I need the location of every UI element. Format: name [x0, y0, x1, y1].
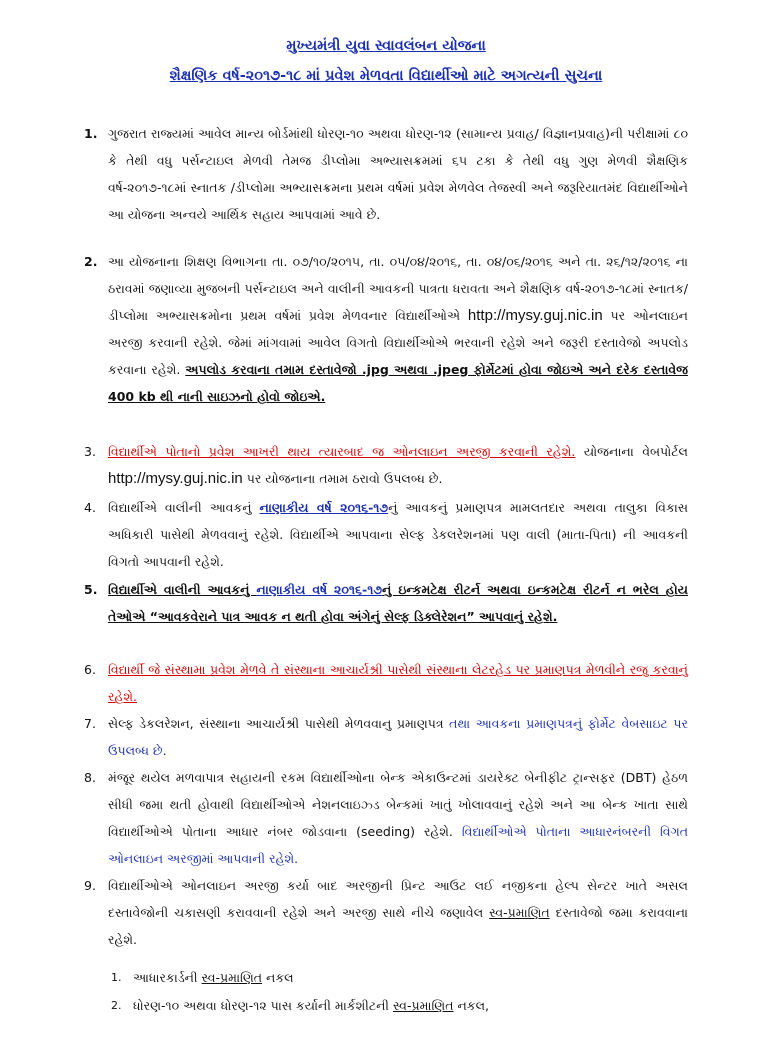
item-text: દસ્તાવેજો જમા કરાવવાના રહેશે. [108, 905, 688, 947]
list-item-8 [84, 764, 689, 872]
important-note: વિદ્યાર્થીએ પોતાનો પ્રવેશ આખરી થાય ત્યારબાદ જ ઓનલાઇન અરજી કરવાની રહેશે. [108, 444, 576, 459]
list-item-1 [84, 120, 688, 228]
item-text: નું આવકનું પ્રમાણપત્ર મામલતદાર અથવા તાલુકા વિકાસ અધિકારી પાસેથી મેળવવાનું રહેશે. વિદ્યાર્થીએ આપવાના સેલ્ફ ડેકલરેશનમાં પણ વાલી (માતા-પિતા) ની આવકની વિગતો આપવાની રહેશે. [108, 500, 688, 569]
item-text: વિદ્યાર્થીઓએ ઓનલાઇન અરજી કર્યા બાદ અરજીની પ્રિન્ટ આઉટ લઈ નજીકના હેલ્પ સેન્ટર ખાતે અસલ દસ્તાવેજોની ચકાસણી કરાવવાની રહેશે અને અરજી સાથે નીચે જણાવેલ [108, 878, 688, 920]
item-text: પર યોજનાના તમામ ઠરાવો ઉપલબ્ધ છે. [242, 471, 443, 486]
item-text: આ યોજનાના શિક્ષણ વિભાગના તા. ૦૭/૧૦/૨૦૧૫, તા. ૦૫/૦૪/૨૦૧૬, તા. ૦૪/૦૬/૨૦૧૬ અને તા. ૨૬/૧૨/૨૦૧૬ ના ઠરાવમાં જણાવ્યા મુજબની પર્સન્ટાઇલ અને વાલીની આવકની પાત્રતા ધરાવતા અને શૈક્ષણિક વર્ષ-૨૦૧૭-૧૮માં સ્નાતક/ડીપ્લોમા અભ્યાસક્રમોના પ્રથમ વર્ષમાં પ્રવેશ મેળવનાર વિદ્યાર્થીઓએ [108, 254, 688, 323]
sub-item-text: નકલ [262, 970, 294, 985]
item-text: વિદ્યાર્થીએ વાલીની આવકનું [108, 500, 260, 515]
financial-year: નાણાકીય વર્ષ ૨૦૧૬-૧૭ [256, 582, 383, 597]
document-title: મુખ્યમંત્રી યુવા સ્વાવલંબન યોજના [286, 38, 486, 54]
item-number: 6. [84, 662, 96, 677]
aadhaar-note: વિદ્યાર્થીઓએ પોતાના આધારનંબરની વિગત ઓનલાઇન અરજીમાં આપવાની રહેશે. [108, 824, 689, 866]
item-text: મંજૂર થયેલ મળવાપાત્ર સહાયની રકમ વિદ્યાર્થીઓના બેન્ક એકાઉન્ટમાં ડાયરેક્ટ બેનીફીટ ટ્રાન્સફર (DBT) હેઠળ સીધી જમા થતી હોવાથી વિદ્યાર્થીઓએ નેશનલાઇઝ્ડ બેન્કમાં ખાતું ખોલાવવાનું રહેશે અને આ બેન્ક ખાતા સાથે વિદ્યાર્થીઓએ પોતાના આધાર નંબર જોડવાના (seeding) રહેશે. [108, 770, 688, 839]
portal-link[interactable]: http://mysy.guj.nic.in [108, 470, 243, 487]
item-text: યોજનાના વેબપોર્ટલ [575, 444, 688, 459]
self-attested-term: સ્વ-પ્રમાણિત [201, 970, 263, 985]
important-note: વિદ્યાર્થી જે સંસ્થામા પ્રવેશ મેળવે તે સંસ્થાના આચાર્યશ્રી પાસેથી સંસ્થાના લેટરહેડ પર પ્રમાણપત્ર મેળવીને રજુ કરવાનું રહેશે. [108, 662, 688, 704]
item-number: 8. [84, 770, 96, 785]
sub-item-text: ધોરણ-૧૦ અથવા ધોરણ-૧૨ પાસ કર્યાની માર્કશીટની [133, 998, 393, 1013]
sub-list-item-2 [111, 995, 490, 1017]
sub-list-item-1 [111, 967, 294, 989]
item-number: 9. [84, 878, 96, 893]
list-item-6 [84, 656, 688, 710]
sub-item-text: નકલ, [453, 998, 490, 1013]
item-text: નું ઇન્કમટેક્ષ રીટર્ન અથવા ઇન્કમટેક્ષ રીટર્ન ન ભરેલ હોય તેઓએ “આવકવેરાને પાત્ર આવક ન થતી હોવા અંગેનું સેલ્ફ ડિક્લેરેશન” આપવાનું રહેશે. [108, 582, 689, 624]
financial-year: નાણાકીય વર્ષ ૨૦૧૬-૧૭ [259, 500, 389, 515]
sub-item-number: 1. [111, 971, 122, 984]
item-number: 4. [84, 500, 96, 515]
list-item-5 [84, 576, 689, 630]
item-text: વિદ્યાર્થીએ વાલીની આવકનું [108, 582, 257, 597]
self-attested-term: સ્વ-પ્રમાણિત [489, 905, 550, 920]
list-item-2 [84, 248, 688, 410]
document-subtitle: શૈક્ષણિક વર્ષ-૨૦૧૭-૧૮ માં પ્રવેશ મેળવતા વિદ્યાર્થીઓ માટે અગત્યની સુચના [169, 68, 603, 84]
item-text: પર ઓનલાઇન અરજી કરવાની રહેશે. જેમાં માંગવામાં આવેલ વિગતો વિદ્યાર્થીઓએ ભરવાની રહેશે અને જરૂરી દસ્તાવેજો અપલોડ કરવાના રહેશે. [108, 308, 688, 377]
list-item-7 [84, 710, 688, 764]
item-number: 3. [84, 444, 96, 459]
sub-item-number: 2. [111, 999, 122, 1012]
list-item-9 [84, 872, 688, 953]
item-text: ગુજરાત રાજ્યમાં આવેલ માન્ય બોર્ડમાંથી ધોરણ-૧૦ અથવા ધોરણ-૧૨ (સામાન્ય પ્રવાહ/ વિજ્ઞાનપ્રવાહ)ની પરીક્ષામાં ૮૦ કે તેથી વધુ પર્સન્ટાઇલ મેળવી તેમજ ડીપ્લોમા અભ્યાસક્રમમાં ૬૫ ટકા કે તેથી વધુ ગુણ મેળવી શૈક્ષણિક વર્ષ-૨૦૧૭-૧૮માં સ્નાતક /ડીપ્લોમા અભ્યાસક્રમના પ્રથમ વર્ષમાં પ્રવેશ મેળવેલ તેજસ્વી અને જરૂરિયાતમંદ વિદ્યાર્થીઓને આ યોજના અન્વયે આર્થિક સહાય આપવામાં આવે છે. [108, 126, 688, 222]
sub-item-text: આધારકાર્ડની [133, 970, 202, 985]
item-number: 1. [84, 126, 98, 141]
item-number: 5. [84, 582, 98, 597]
item-text: સેલ્ફ ડેકલરેશન, સંસ્થાના આચાર્યશ્રી પાસેથી મેળવવાનુ પ્રમાણપત્ર [108, 716, 450, 731]
item-number: 2. [84, 254, 98, 269]
list-item-4 [84, 494, 688, 575]
format-note: તથા આવકના પ્રમાણપત્રનું ફોર્મેટ વેબસાઇટ પર ઉપલબ્ધ છે. [108, 716, 688, 758]
self-attested-term: સ્વ-પ્રમાણિત [392, 998, 454, 1013]
item-number: 7. [84, 716, 96, 731]
portal-link[interactable]: http://mysy.guj.nic.in [467, 307, 603, 324]
upload-note: અપલોડ કરવાના તમામ દસ્તાવેજો .jpg અથવા .jpeg ફોર્મેટમાં હોવા જોઇએ અને દરેક દસ્તાવેજ 400 kb થી નાની સાઇઝનો હોવો જોઇએ. [108, 362, 688, 404]
list-item-3 [84, 438, 688, 492]
